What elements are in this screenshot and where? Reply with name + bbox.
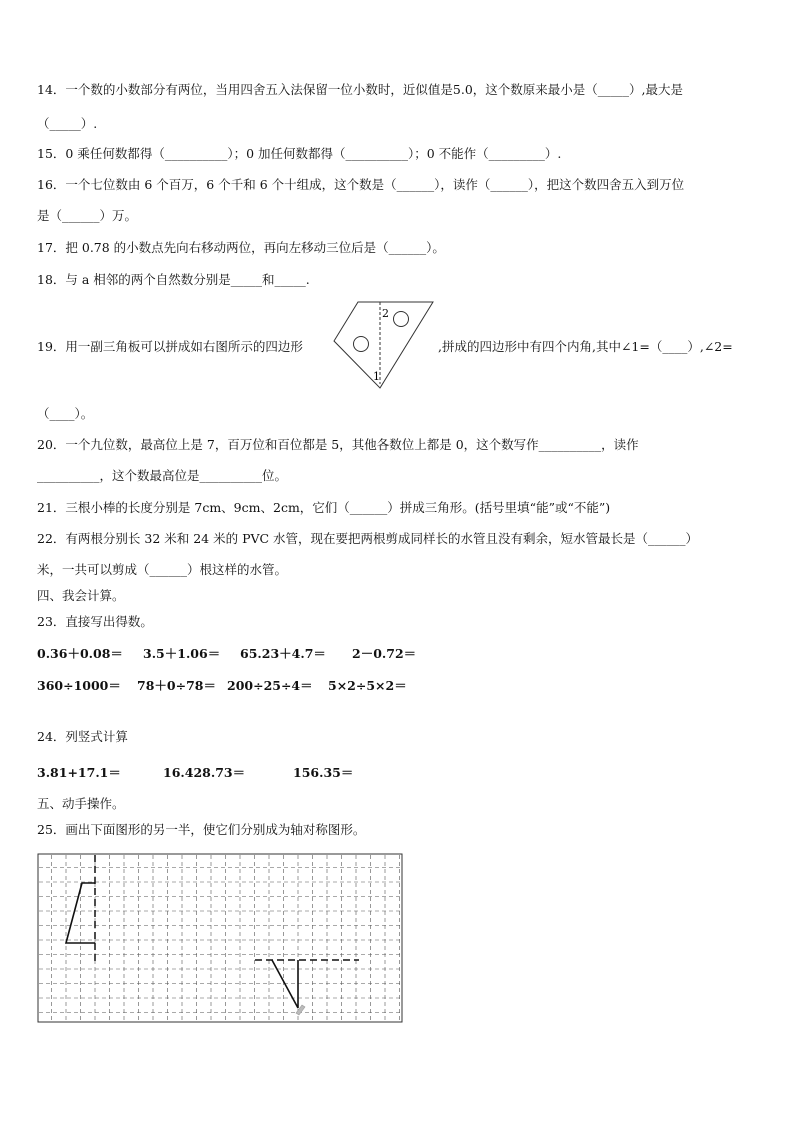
- question-20-line1: 20．一个九位数，最高位上是 7，百万位和百位都是 5，其他各数位上都是 0，这个数写作__________，读作: [37, 437, 639, 452]
- question-22-line1: 22．有两根分别长 32 米和 24 米的 PVC 水管，现在要把两根剪成同样长的水管且没有剩余，短水管最长是（______）: [37, 531, 699, 546]
- question-25: 25．画出下面图形的另一半，使它们分别成为轴对称图形。: [37, 822, 366, 837]
- circle-left: [354, 337, 369, 352]
- circle-right: [394, 312, 409, 327]
- question-17: 17．把 0.78 的小数点先向右移动两位，再向左移动三位后是（______）。: [37, 240, 445, 255]
- question-19-part1: 19．用一副三角板可以拼成如右图所示的四边形: [37, 339, 303, 354]
- question-20-line2: __________，这个数最高位是__________位。: [37, 468, 288, 483]
- calc-item: 360÷1000＝: [37, 678, 121, 693]
- question-23: 23．直接写出得数。: [37, 614, 153, 629]
- calc-item: 3.5＋1.06＝: [143, 646, 221, 661]
- question-16-line2: 是（______）万。: [37, 208, 138, 223]
- question-15: 15．0 乘任何数都得（__________）；0 加任何数都得（__________）；0 不能作（_________）.: [37, 146, 562, 161]
- triangle-quadrilateral-figure: [320, 298, 442, 392]
- symmetry-grid: [37, 853, 405, 1025]
- grid-border: [38, 854, 402, 1022]
- grid-lines: [39, 855, 401, 1021]
- calc-item: 5×2÷5×2＝: [328, 678, 407, 693]
- half-triangle: [272, 960, 298, 1008]
- question-19-part3: （____）。: [37, 406, 94, 421]
- calc-item: 78＋0÷78＝: [137, 678, 216, 693]
- question-18: 18．与 a 相邻的两个自然数分别是_____和_____.: [37, 272, 310, 287]
- calc-item: 3.81+17.1＝: [37, 765, 121, 780]
- calc-item: 200÷25÷4＝: [227, 678, 313, 693]
- calc-item: 65.23＋4.7＝: [240, 646, 326, 661]
- calc-item: 2－0.72＝: [352, 646, 417, 661]
- angle-label-1: 1: [373, 370, 380, 383]
- calc-item: 16.428.73＝: [163, 765, 246, 780]
- question-16-line1: 16．一个七位数由 6 个百万，6 个千和 6 个十组成，这个数是（______），读作（______），把这个数四舍五入到万位: [37, 177, 685, 192]
- question-21: 21．三根小棒的长度分别是 7cm、9cm、2cm，它们（______）拼成三角形。(括号里填“能”或“不能”): [37, 500, 611, 515]
- question-14-line1: 14．一个数的小数部分有两位，当用四舍五入法保留一位小数时，近似值是5.0，这个数原来最小是（_____）,最大是: [37, 82, 684, 97]
- section-4-heading: 四、我会计算。: [37, 588, 125, 603]
- question-22-line2: 米，一共可以剪成（______）根这样的水管。: [37, 562, 288, 577]
- question-14-line2: （_____）.: [37, 116, 98, 131]
- section-5-heading: 五、动手操作。: [37, 796, 125, 811]
- calc-item: 0.36＋0.08＝: [37, 646, 123, 661]
- question-24: 24．列竖式计算: [37, 729, 128, 744]
- angle-label-2: 2: [382, 307, 389, 320]
- question-19-part2: ,拼成的四边形中有四个内角,其中∠1=（____）,∠2=: [438, 339, 733, 354]
- calc-item: 156.35＝: [293, 765, 354, 780]
